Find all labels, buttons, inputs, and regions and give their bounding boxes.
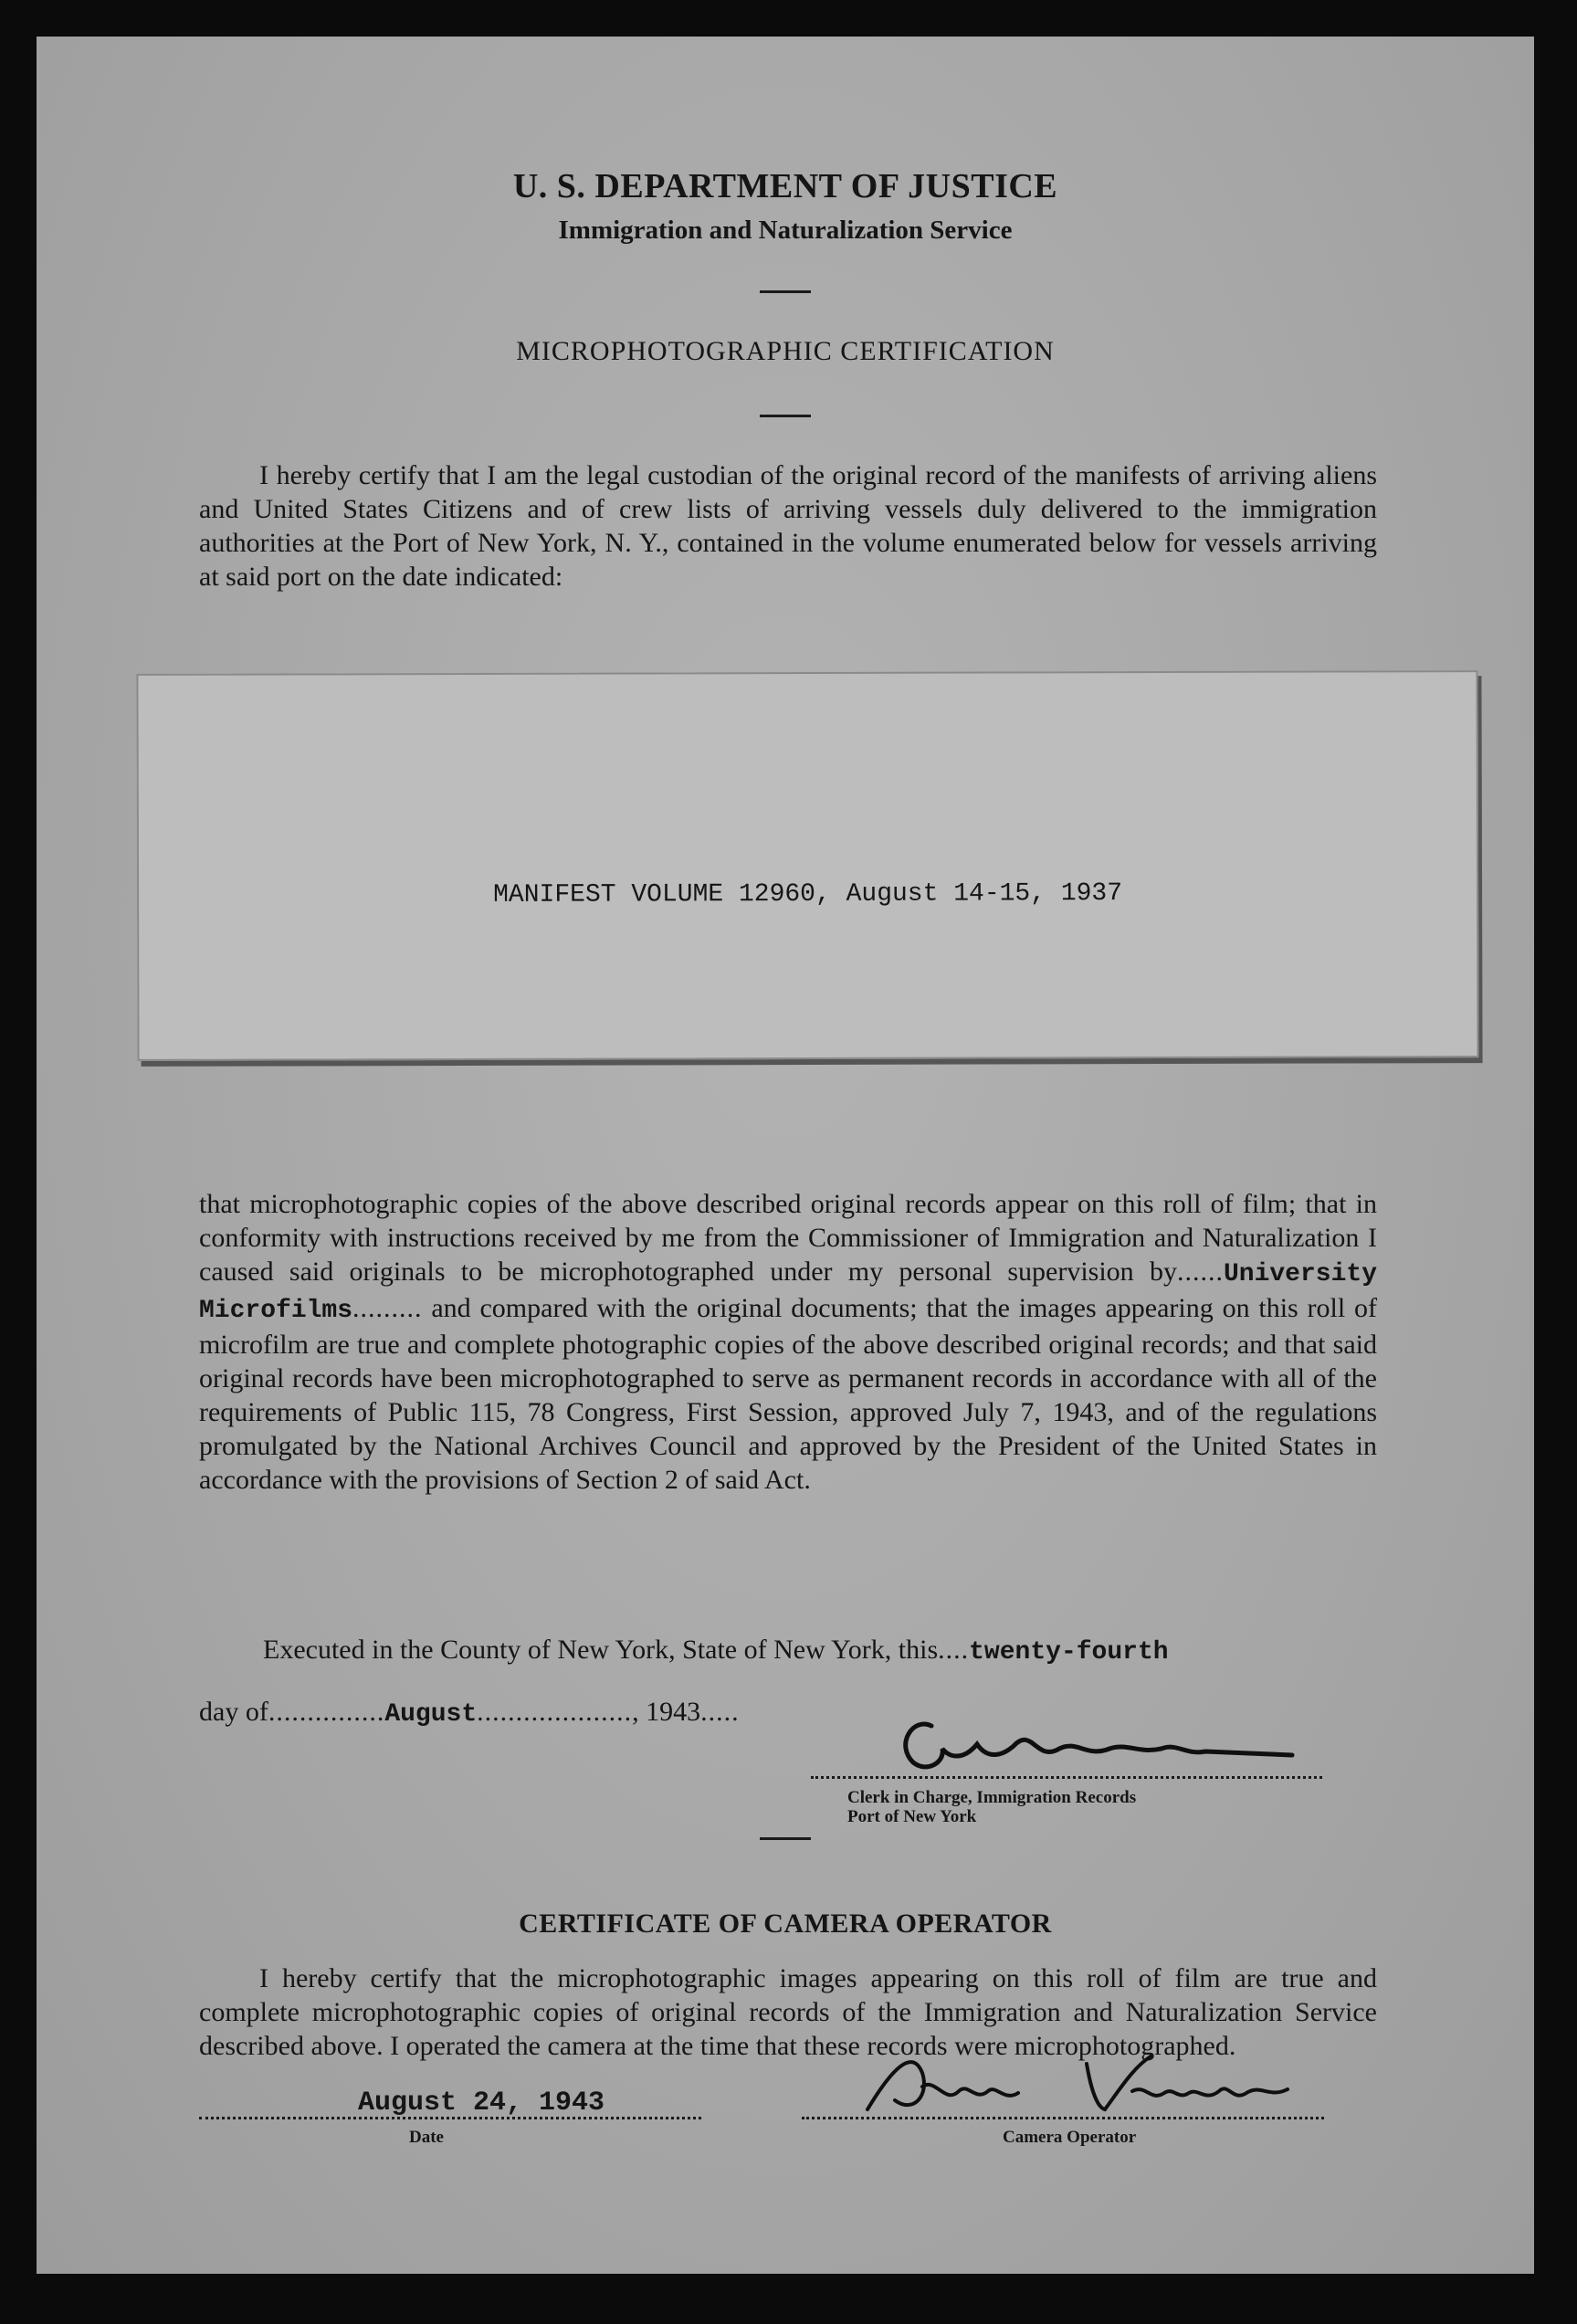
department-heading: U. S. DEPARTMENT OF JUSTICE [512,167,1058,205]
operator-line [802,2117,1324,2119]
clerk-office: Port of New York [847,1807,977,1826]
divider-rule [760,1837,811,1840]
camera-operator-label: Camera Operator [1003,2128,1137,2147]
service-subheading: Immigration and Naturalization Service [558,216,1013,245]
execution-line: Executed in the County of New York, State of New York, this....twenty-fourth [263,1635,1169,1667]
manifest-volume-slip [136,670,1478,1061]
camera-date-value: August 24, 1943 [358,2087,605,2119]
day-of-label: day of [199,1697,268,1727]
manifest-volume-text: MANIFEST VOLUME 12960, August 14-15, 1937 [493,879,1123,910]
clerk-caption [847,1788,1136,1826]
clerk-signature-line [811,1776,1322,1779]
camera-certificate-heading: CERTIFICATE OF CAMERA OPERATOR [519,1909,1052,1939]
execution-year: , 1943 [632,1697,701,1727]
divider-rule [760,290,811,293]
date-line [199,2117,701,2119]
certificate-page [37,37,1534,2274]
camera-text: I hereby certify that the microphotographic images appearing on this roll of film are true and complete microphotographic copies of original records of the Immigration and Naturalization Service described above. I operated the camera at the time that these records were microphotographed. [199,1963,1377,2061]
certification-title: MICROPHOTOGRAPHIC CERTIFICATION [516,336,1055,366]
camera-operator-signature [858,2045,1333,2119]
intro-paragraph [199,458,1377,594]
microfilm-company: University Microfilms [199,1260,1377,1325]
body-text-part2: and compared with the original documents; that the images appearing on this roll of microfilm are true and complete photographic copies of the above described original records; and that said original records have been microphotographed to serve as permanent records in accordance with all of the requirements of Public 115, 78 Congress, First Session, approved July 7, 1943, and of the regulations promulgated by the National Archives Council and approved by the President of the United States in accordance with the provisions of Section 2 of said Act. [199,1293,1377,1495]
clerk-title: Clerk in Charge, Immigration Records [847,1788,1137,1807]
clerk-signature [877,1708,1324,1781]
execution-text: Executed in the County of New York, State of New York, this [263,1635,939,1665]
day-of-line: day of...............August...................., 1943..... [199,1697,740,1729]
execution-month: August [384,1700,478,1729]
divider-rule [760,415,811,417]
intro-text: I hereby certify that I am the legal custodian of the original record of the manifests of arriving aliens and United States Citizens and of crew lists of arriving vessels duly delivered to the immigration authorities at the Port of New York, N. Y., contained in the volume enumerated below for vessels arriving at said port on the date indicated: [199,460,1377,592]
execution-day: twenty-fourth [969,1638,1169,1667]
body-paragraph: that microphotographic copies of the above described original records appear on this roll of film; that in conformity with instructions received by me from the Commissioner of Immigration and Naturalization I caused said originals to be microphotographed under my personal supervision by......University Microfilms......... and compared with the original documents; that the images appearing on this roll of microfilm are true and complete photographic copies of the above described original records; and that said original records have been microphotographed to serve as permanent records in accordance with all of the requirements of Public 115, 78 Congress, First Session, approved July 7, 1943, and of the regulations promulgated by the National Archives Council and approved by the President of the United States in accordance with the provisions of Section 2 of said Act. [199,1189,1377,1495]
date-label: Date [409,2128,444,2147]
body-text-part1: that microphotographic copies of the above described original records appear on this roll of film; that in conformity with instructions received by me from the Commissioner of Immigration and Naturalization I caused said originals to be microphotographed under my personal supervision by [199,1189,1377,1287]
